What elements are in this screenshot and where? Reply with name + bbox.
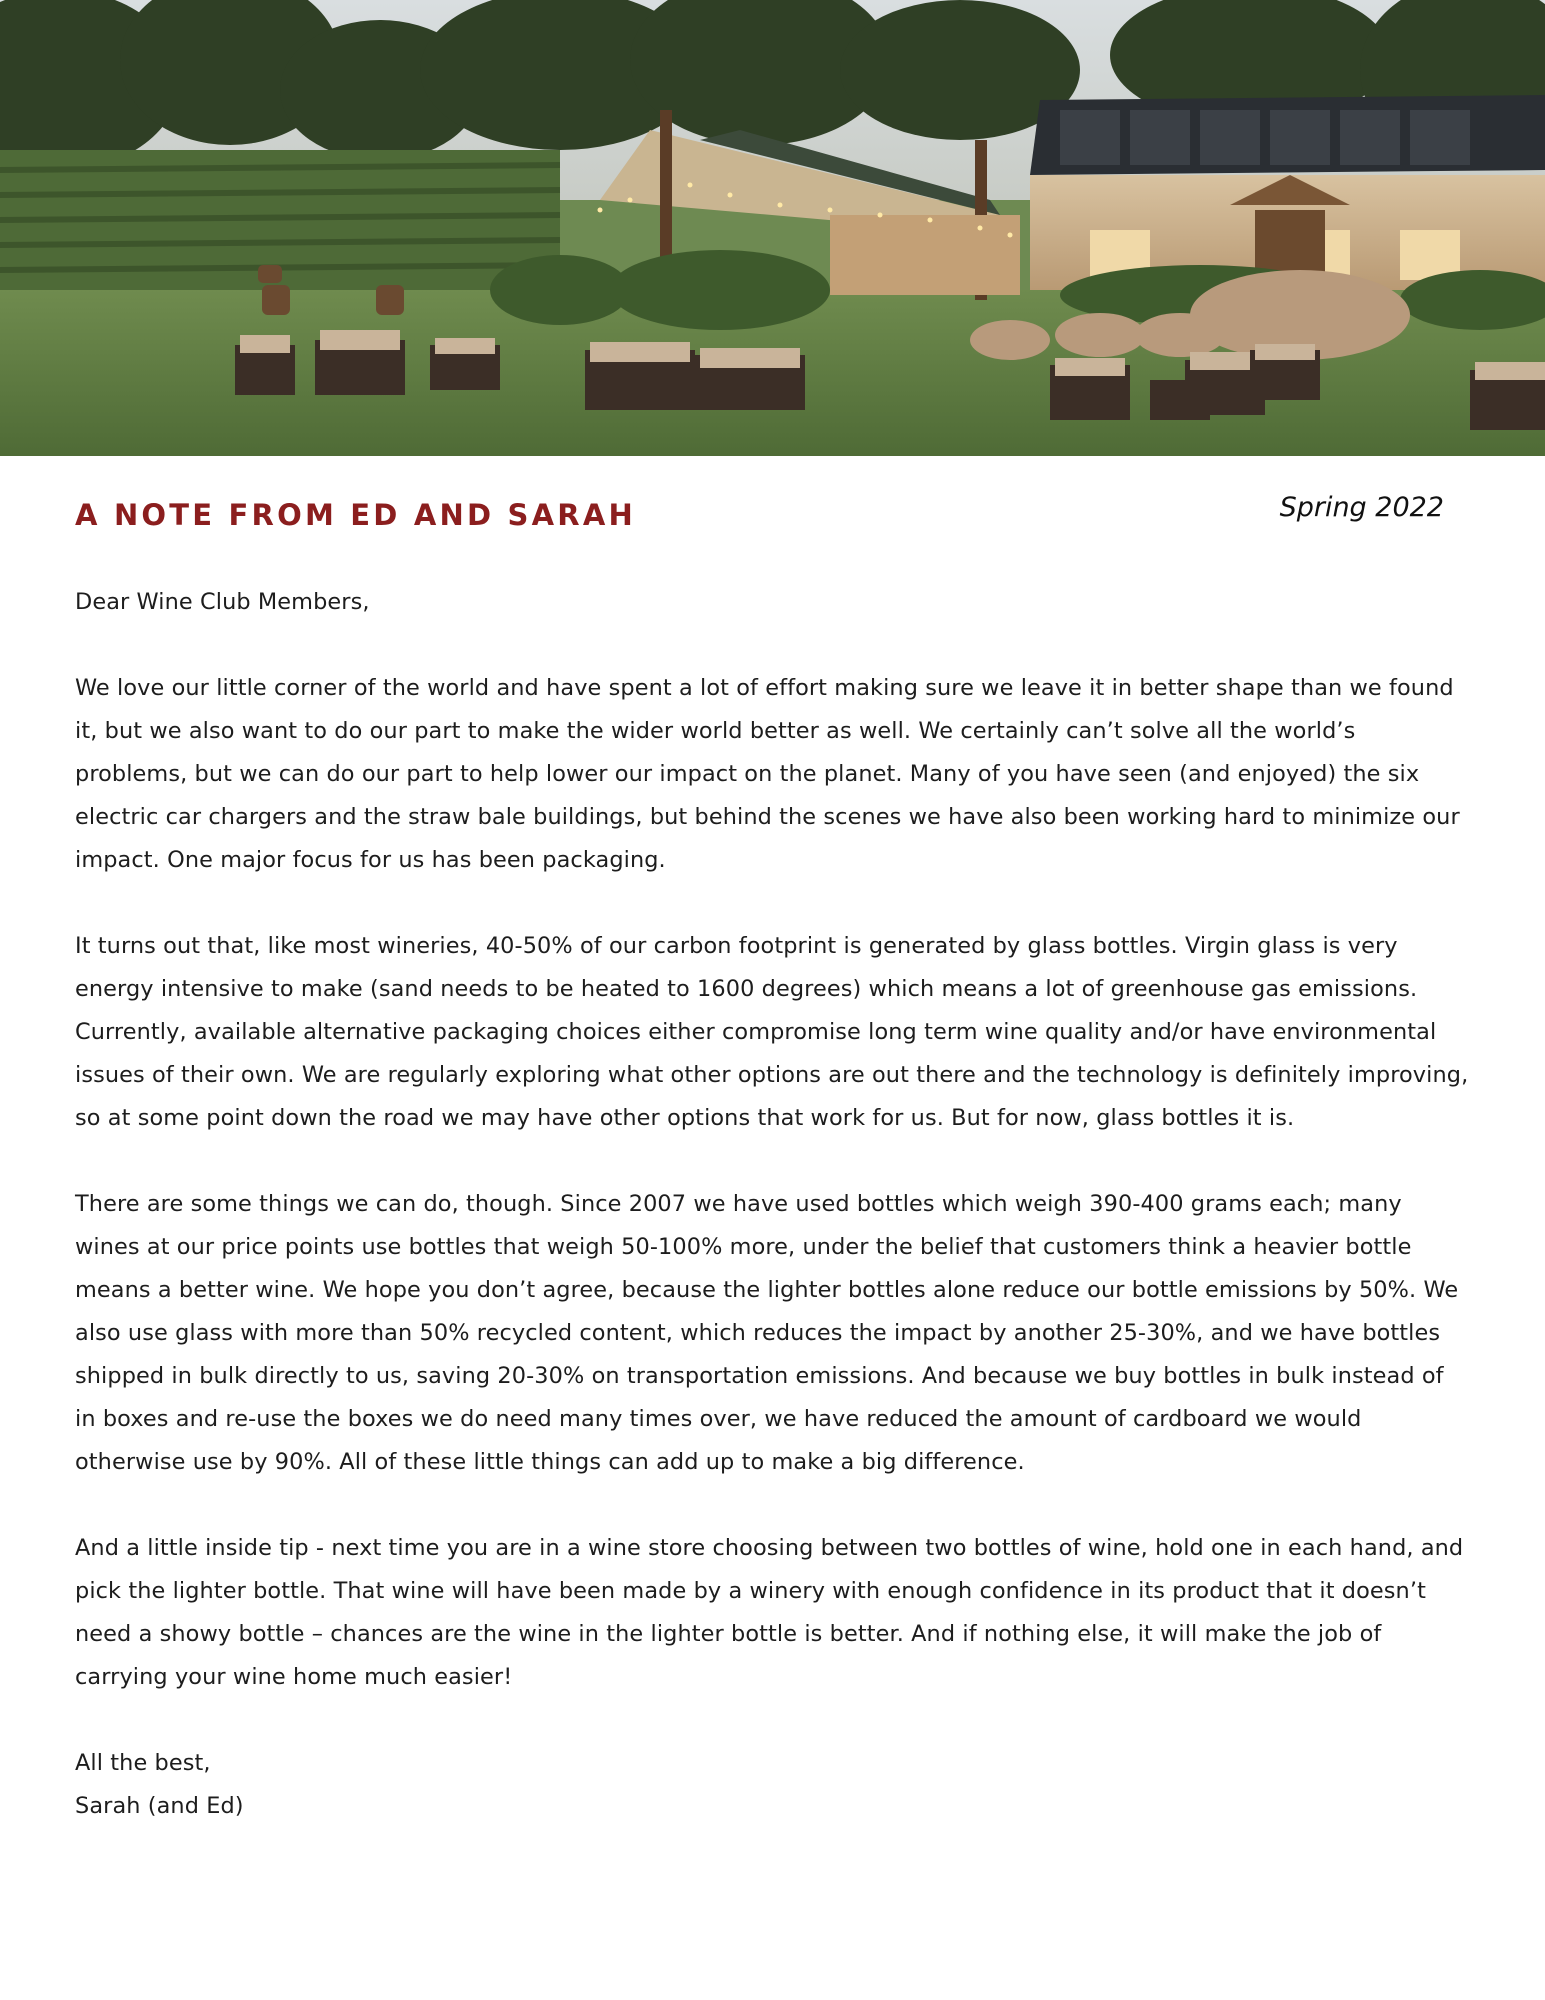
- letter-body: [75, 581, 1471, 1828]
- paragraph-3: There are some things we can do, though. Since 2007 we have used bottles which weigh 390-400 grams each; many wines at our price points use bottles that weigh 50-100% more, under the belief that customers think a heavier bottle means a better wine. We hope you don’t agree, because the lighter bottles alone reduce our bottle emissions by 50%. We also use glass with more than 50% recycled content, which reduces the impact by another 25-30%, and we have bottles shipped in bulk directly to us, saving 20-30% on transportation emissions. And because we buy bottles in bulk instead of in boxes and re-use the boxes we do need many times over, we have reduced the amount of cardboard we would otherwise use by 90%. All of these little things can add up to make a big difference.: [75, 1191, 1459, 1475]
- hero-photo: [0, 0, 1545, 456]
- season-label: Spring 2022: [1279, 492, 1444, 523]
- closing: All the best,: [75, 1750, 211, 1776]
- signature: Sarah (and Ed): [75, 1793, 244, 1819]
- winery-patio-photo-icon: [0, 0, 1545, 456]
- paragraph-1: We love our little corner of the world and have spent a lot of effort making sure we leave it in better shape than we found it, but we also want to do our part to make the wider world better as well. We certainly can’t solve all the world’s problems, but we can do our part to help lower our impact on the planet. Many of you have seen (and enjoyed) the six electric car chargers and the straw bale buildings, but behind the scenes we have also been working hard to minimize our impact. One major focus for us has been packaging.: [75, 675, 1460, 873]
- page-title: A NOTE FROM ED AND SARAH: [75, 498, 636, 532]
- greeting: Dear Wine Club Members,: [75, 589, 370, 615]
- paragraph-2: It turns out that, like most wineries, 40-50% of our carbon footprint is generated by glass bottles. Virgin glass is very energy intensive to make (sand needs to be heated to 1600 degrees) which means a lot of greenhouse gas emissions. Currently, available alternative packaging choices either compromise long term wine quality and/or have environmental issues of their own. We are regularly exploring what other options are out there and the technology is definitely improving, so at some point down the road we may have other options that work for us. But for now, glass bottles it is.: [75, 933, 1469, 1131]
- paragraph-4: And a little inside tip - next time you are in a wine store choosing between two bottles of wine, hold one in each hand, and pick the lighter bottle. That wine will have been made by a winery with enough confidence in its product that it doesn’t need a showy bottle – chances are the wine in the lighter bottle is better. And if nothing else, it will make the job of carrying your wine home much easier!: [75, 1535, 1464, 1690]
